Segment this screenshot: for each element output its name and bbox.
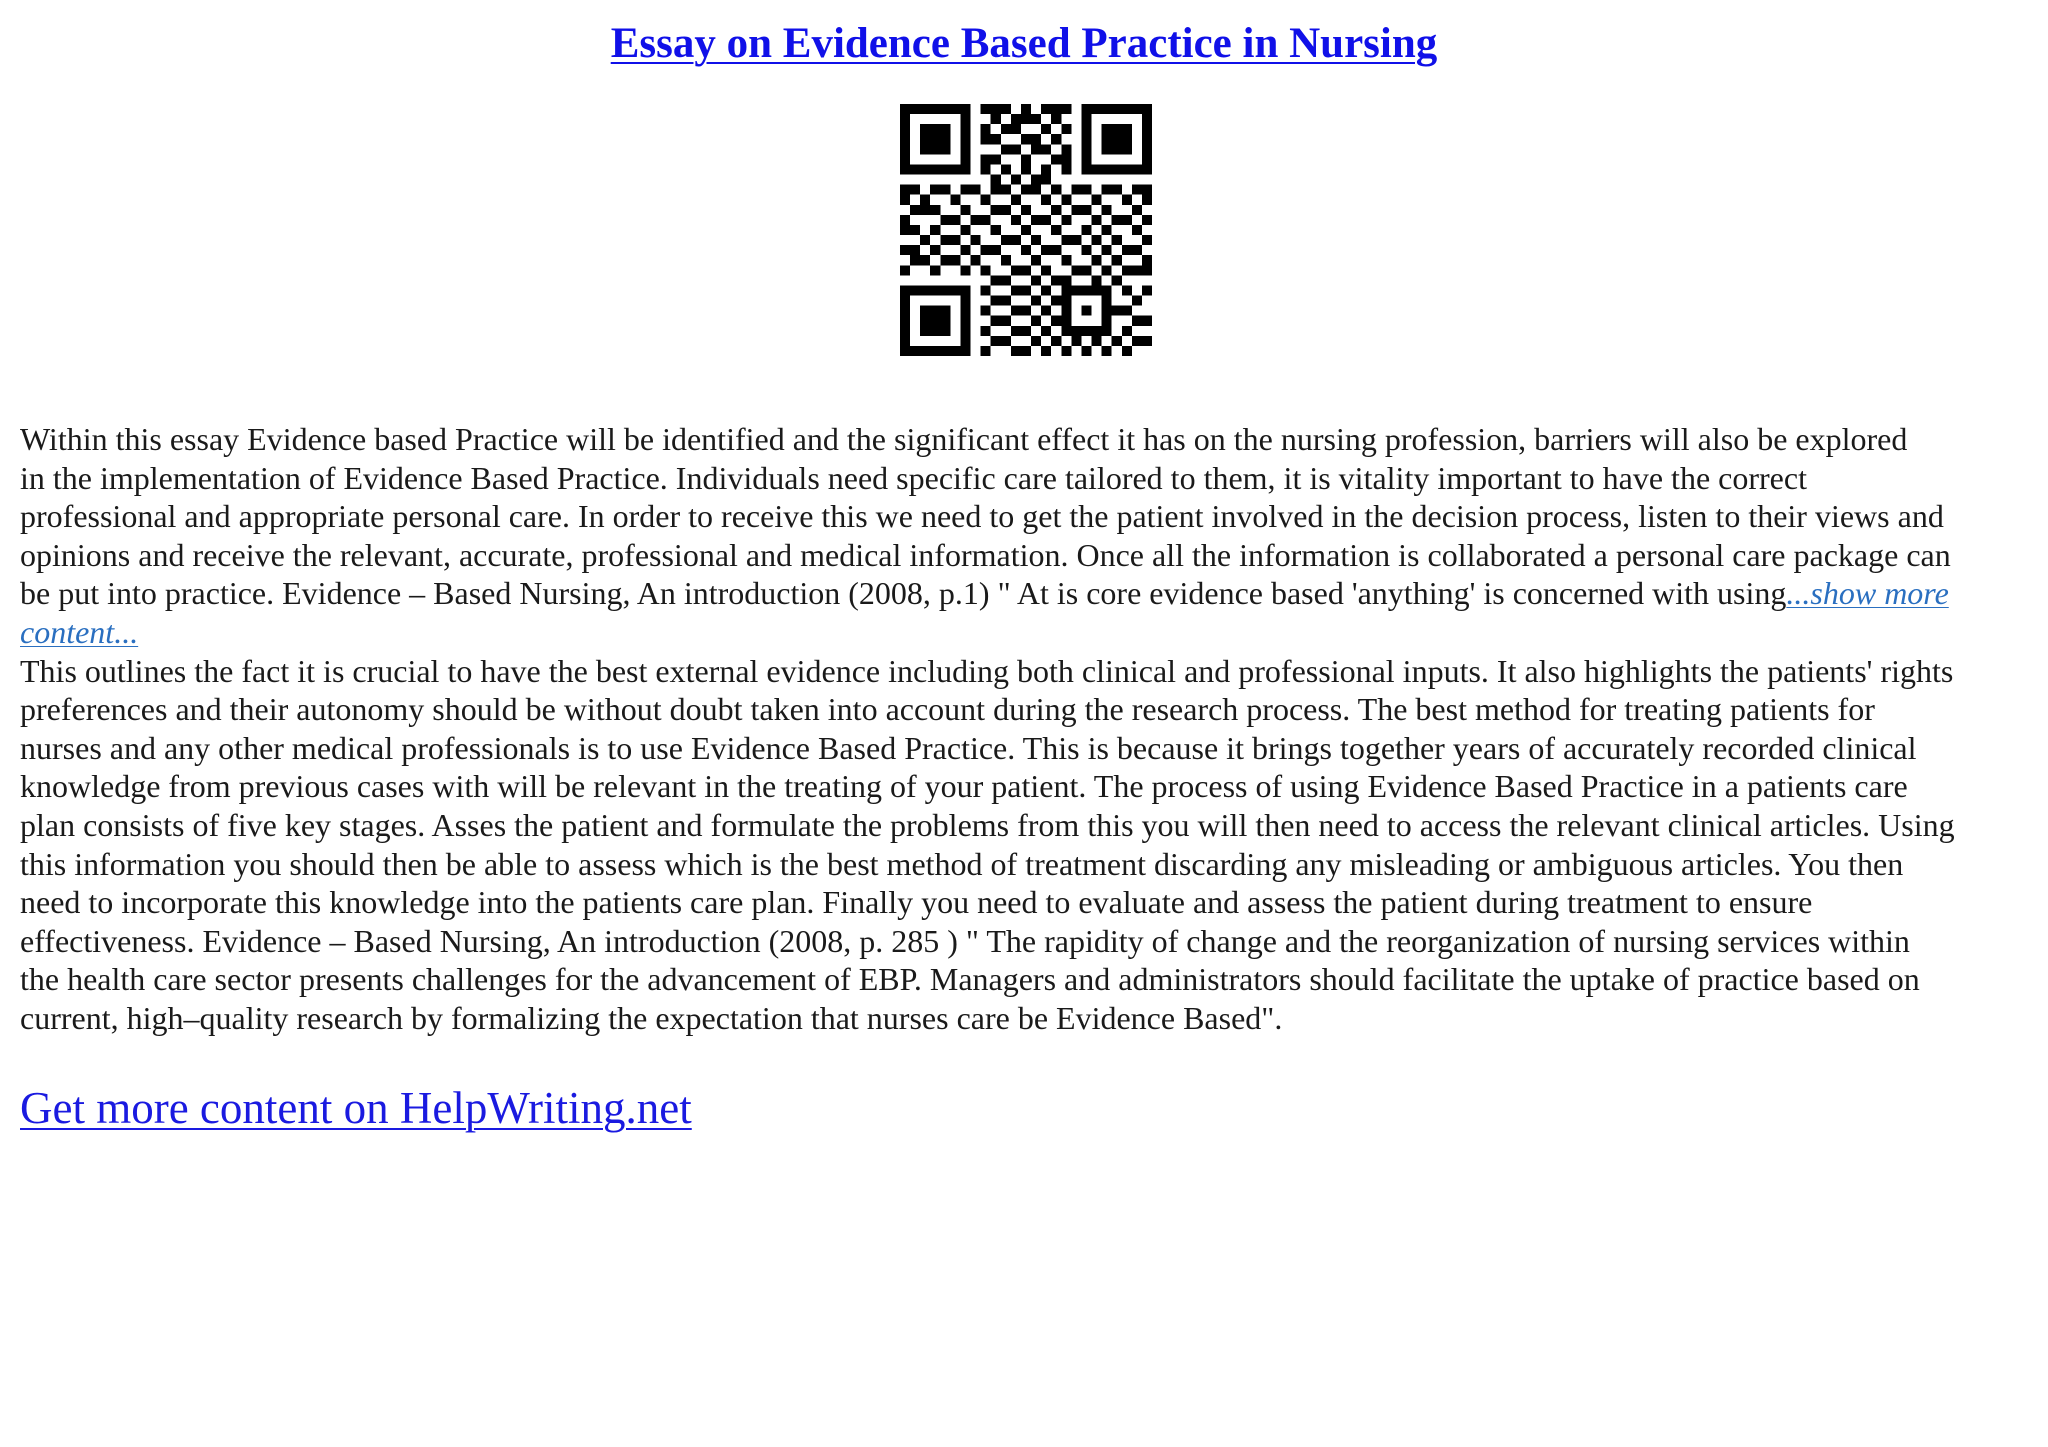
qr-module: [1051, 205, 1061, 215]
qr-module: [930, 185, 940, 195]
qr-module: [1081, 245, 1091, 255]
qr-module: [950, 195, 960, 205]
qr-module: [1112, 255, 1122, 265]
qr-module: [900, 185, 910, 195]
qr-module: [1001, 336, 1011, 346]
qr-module: [1132, 225, 1142, 235]
qr-module: [1061, 104, 1071, 114]
qr-module: [1122, 265, 1132, 275]
qr-module: [1011, 306, 1021, 316]
title-link[interactable]: Essay on Evidence Based Practice in Nursing: [610, 20, 1438, 67]
qr-module: [1132, 316, 1142, 326]
footer-cta: [20, 1080, 692, 1136]
qr-module: [1011, 144, 1021, 154]
qr-module: [1031, 235, 1041, 245]
qr-module: [971, 235, 981, 245]
qr-module: [1081, 285, 1091, 295]
qr-module: [1041, 175, 1051, 185]
qr-module: [1001, 296, 1011, 306]
qr-module: [1021, 245, 1031, 255]
qr-module: [1061, 326, 1071, 336]
qr-module: [981, 154, 991, 164]
qr-module: [930, 205, 940, 215]
qr-module: [1031, 316, 1041, 326]
qr-module: [1092, 195, 1102, 205]
qr-module: [1051, 154, 1061, 164]
qr-module: [1122, 245, 1132, 255]
qr-module: [1132, 185, 1142, 195]
qr-module: [991, 275, 1001, 285]
qr-module: [1061, 316, 1071, 326]
qr-module: [1102, 326, 1112, 336]
qr-module: [1102, 265, 1112, 275]
qr-module: [1031, 296, 1041, 306]
qr-module: [1061, 195, 1071, 205]
qr-module: [1001, 255, 1011, 265]
qr-module: [981, 195, 991, 205]
qr-module: [1071, 326, 1081, 336]
essay-paragraph-2: This outlines the fact it is crucial to have the best external evidence including both clinical and professional inputs. It also highlights the patients' rights preferences and their autonomy should be without doubt taken into account during the research process. The best method for treating patients for nurses and any other medical professionals is to use Evidence Based Practice. This is because it brings together years of accurately recorded clinical knowledge from previous cases with will be relevant in the treating of your patient. The process of using Evidence Based Practice in a patients care plan consists of five key stages. Asses the patient and formulate the problems from this you will then need to access the relevant clinical articles. Using this information you should then be able to assess which is the best method of treatment discarding any misleading or ambiguous articles. You then need to incorporate this knowledge into the patients care plan. Finally you need to evaluate and assess the patient during treatment to ensure effectiveness. Evidence – Based Nursing, An introduction (2008, p. 285 ) " The rapidity of change and the reorganization of nursing services within the health care sector presents challenges for the advancement of EBP. Managers and administrators should facilitate the uptake of practice based on current, high–quality research by formalizing the expectation that nurses care be Evidence Based".: [20, 652, 1955, 1036]
qr-module: [1051, 296, 1061, 306]
qr-module: [1102, 316, 1112, 326]
qr-module: [1001, 144, 1011, 154]
qr-module: [940, 185, 950, 195]
qr-module: [1071, 235, 1081, 245]
qr-module: [1071, 265, 1081, 275]
qr-module: [1112, 235, 1122, 245]
qr-module: [1132, 265, 1142, 275]
qr-finder-inner: [920, 124, 950, 154]
qr-module: [910, 255, 920, 265]
qr-module: [1061, 164, 1071, 174]
qr-module: [1021, 265, 1031, 275]
qr-module: [960, 245, 970, 255]
qr-module: [1081, 205, 1091, 215]
qr-module: [1122, 306, 1132, 316]
qr-module: [1051, 185, 1061, 195]
qr-module: [1142, 195, 1152, 205]
qr-module: [1021, 306, 1031, 316]
qr-module: [1102, 296, 1112, 306]
qr-module: [1031, 185, 1041, 195]
qr-module: [981, 285, 991, 295]
qr-module: [1031, 175, 1041, 185]
qr-module: [1102, 306, 1112, 316]
qr-module: [1011, 346, 1021, 356]
qr-module: [1051, 275, 1061, 285]
qr-module: [1081, 346, 1091, 356]
qr-module: [971, 185, 981, 195]
qr-module: [1021, 225, 1031, 235]
get-more-content-link[interactable]: Get more content on HelpWriting.net: [20, 1083, 692, 1133]
qr-module: [981, 346, 991, 356]
qr-module: [1041, 124, 1051, 134]
qr-module: [1041, 326, 1051, 336]
qr-module: [1011, 285, 1021, 295]
qr-module: [1001, 316, 1011, 326]
qr-module: [1001, 164, 1011, 174]
qr-module: [950, 235, 960, 245]
qr-module: [1001, 235, 1011, 245]
qr-module: [1132, 245, 1142, 255]
qr-module: [1021, 114, 1031, 124]
qr-code-icon: [900, 104, 1152, 356]
qr-module: [991, 296, 1001, 306]
paragraph-1-text: Within this essay Evidence based Practice will be identified and the significant effect it has on the nursing profession, barriers will also be explored in the implementation of Evidence Based Practice. Individuals need specific care tailored to them, it is vitality important to have the correct professional and appropriate personal care. In order to receive this we need to get the patient involved in the decision process, listen to their views and opinions and receive the relevant, accurate, professional and medical information. Once all the information is collaborated a personal care package can be put into practice. Evidence – Based Nursing, An introduction (2008, p.1) " At is core evidence based 'anything' is concerned with using: [20, 421, 1951, 612]
qr-module: [1011, 326, 1021, 336]
qr-module: [900, 195, 910, 205]
qr-module: [1001, 185, 1011, 195]
qr-module: [1021, 104, 1031, 114]
qr-module: [1061, 154, 1071, 164]
qr-module: [1081, 225, 1091, 235]
qr-module: [1031, 215, 1041, 225]
qr-module: [1132, 336, 1142, 346]
qr-module: [1051, 316, 1061, 326]
qr-module: [940, 255, 950, 265]
qr-module: [1061, 346, 1071, 356]
qr-module: [1011, 215, 1021, 225]
qr-module: [1102, 346, 1112, 356]
qr-module: [1021, 154, 1031, 164]
qr-module: [1011, 114, 1021, 124]
qr-module: [991, 316, 1001, 326]
qr-module: [1061, 306, 1071, 316]
qr-module: [1041, 306, 1051, 316]
qr-module: [1092, 215, 1102, 225]
qr-module: [960, 205, 970, 215]
qr-module: [991, 134, 1001, 144]
qr-module: [1071, 205, 1081, 215]
qr-module: [920, 195, 930, 205]
qr-module: [1021, 134, 1031, 144]
qr-module: [991, 114, 1001, 124]
qr-module: [1001, 205, 1011, 215]
qr-module: [1092, 285, 1102, 295]
qr-module: [1031, 336, 1041, 346]
qr-module: [1061, 124, 1071, 134]
qr-module: [930, 245, 940, 255]
qr-module: [1061, 285, 1071, 295]
qr-module: [1102, 225, 1112, 235]
qr-module: [1011, 235, 1021, 245]
qr-module: [1102, 205, 1112, 215]
qr-module: [1041, 265, 1051, 275]
qr-module: [1001, 104, 1011, 114]
qr-module: [1092, 336, 1102, 346]
qr-module: [1051, 104, 1061, 114]
qr-module: [900, 225, 910, 235]
qr-module: [981, 215, 991, 225]
qr-module: [1132, 205, 1142, 215]
qr-module: [981, 326, 991, 336]
qr-module: [1112, 215, 1122, 225]
qr-module: [1092, 255, 1102, 265]
qr-module: [991, 185, 1001, 195]
qr-module: [1011, 265, 1021, 275]
qr-module: [1031, 275, 1041, 285]
qr-code: [900, 104, 1152, 356]
qr-module: [1051, 134, 1061, 144]
qr-module: [1001, 124, 1011, 134]
qr-module: [991, 104, 1001, 114]
qr-module: [1031, 114, 1041, 124]
qr-module: [900, 265, 910, 275]
qr-module: [1142, 336, 1152, 346]
qr-module: [950, 215, 960, 225]
qr-module: [940, 235, 950, 245]
qr-module: [930, 225, 940, 235]
qr-finder-inner: [1102, 124, 1132, 154]
qr-module: [981, 124, 991, 134]
qr-module: [910, 225, 920, 235]
qr-module: [930, 265, 940, 275]
essay-paragraph-1: [20, 420, 2030, 652]
qr-module: [1092, 326, 1102, 336]
qr-module: [971, 255, 981, 265]
qr-module: [1142, 185, 1152, 195]
qr-module: [981, 104, 991, 114]
qr-module: [1061, 275, 1071, 285]
qr-module: [960, 225, 970, 235]
qr-module: [981, 164, 991, 174]
qr-module: [1102, 245, 1112, 255]
qr-module: [960, 185, 970, 195]
qr-module: [950, 255, 960, 265]
qr-module: [1061, 144, 1071, 154]
qr-module: [1041, 215, 1051, 225]
qr-module: [1021, 185, 1031, 195]
qr-module: [1061, 296, 1071, 306]
qr-module: [1081, 326, 1091, 336]
qr-module: [920, 255, 930, 265]
qr-module: [1081, 185, 1091, 195]
qr-module: [900, 215, 910, 225]
qr-module: [1041, 346, 1051, 356]
qr-module: [971, 215, 981, 225]
qr-module: [1142, 255, 1152, 265]
qr-module: [910, 185, 920, 195]
qr-module: [1021, 326, 1031, 336]
qr-module: [1122, 285, 1132, 295]
qr-module: [1081, 306, 1091, 316]
qr-module: [1112, 185, 1122, 195]
qr-module: [1041, 285, 1051, 295]
qr-module: [1051, 225, 1061, 235]
qr-module: [1051, 245, 1061, 255]
qr-module: [960, 265, 970, 275]
qr-module: [1132, 296, 1142, 306]
qr-module: [1011, 195, 1021, 205]
qr-module: [1122, 346, 1132, 356]
qr-module: [1071, 336, 1081, 346]
qr-module: [900, 245, 910, 255]
qr-module: [1011, 175, 1021, 185]
qr-module: [1122, 215, 1132, 225]
qr-module: [1051, 114, 1061, 124]
qr-module: [910, 245, 920, 255]
qr-module: [1142, 265, 1152, 275]
qr-module: [981, 265, 991, 275]
qr-module: [1092, 235, 1102, 245]
qr-module: [1001, 275, 1011, 285]
qr-module: [981, 306, 991, 316]
qr-module: [1112, 336, 1122, 346]
qr-module: [981, 245, 991, 255]
qr-module: [1102, 285, 1112, 295]
qr-module: [1142, 215, 1152, 225]
qr-module: [1041, 195, 1051, 205]
qr-module: [991, 205, 1001, 215]
qr-module: [1061, 255, 1071, 265]
qr-module: [1021, 285, 1031, 295]
qr-module: [1021, 205, 1031, 215]
qr-module: [940, 215, 950, 225]
qr-module: [1021, 164, 1031, 174]
qr-module: [1041, 144, 1051, 154]
qr-module: [1061, 215, 1071, 225]
qr-module: [1112, 275, 1122, 285]
qr-module: [991, 175, 1001, 185]
qr-module: [1031, 255, 1041, 265]
qr-module: [1112, 306, 1122, 316]
qr-module: [991, 225, 1001, 235]
qr-module: [920, 205, 930, 215]
qr-module: [1122, 195, 1132, 205]
qr-module: [981, 134, 991, 144]
qr-module: [1081, 265, 1091, 275]
essay-excerpt: [20, 420, 2030, 1038]
qr-module: [1071, 185, 1081, 195]
qr-module: [1041, 104, 1051, 114]
qr-module: [1122, 326, 1132, 336]
qr-module: [991, 245, 1001, 255]
qr-module: [1021, 346, 1031, 356]
qr-module: [991, 154, 1001, 164]
qr-module: [1142, 285, 1152, 295]
qr-module: [1102, 185, 1112, 195]
qr-module: [991, 336, 1001, 346]
qr-module: [1142, 316, 1152, 326]
qr-module: [1011, 124, 1021, 134]
qr-module: [1041, 164, 1051, 174]
qr-module: [1142, 235, 1152, 245]
qr-module: [1071, 285, 1081, 295]
qr-module: [1031, 144, 1041, 154]
qr-module: [920, 235, 930, 245]
qr-module: [1031, 134, 1041, 144]
page-title: [0, 16, 2048, 72]
qr-finder-inner: [920, 306, 950, 336]
qr-module: [910, 205, 920, 215]
qr-module: [1041, 245, 1051, 255]
qr-module: [1051, 336, 1061, 346]
qr-module: [1092, 275, 1102, 285]
qr-module: [1061, 235, 1071, 245]
show-more-link[interactable]: ...show more content...: [20, 575, 1949, 650]
